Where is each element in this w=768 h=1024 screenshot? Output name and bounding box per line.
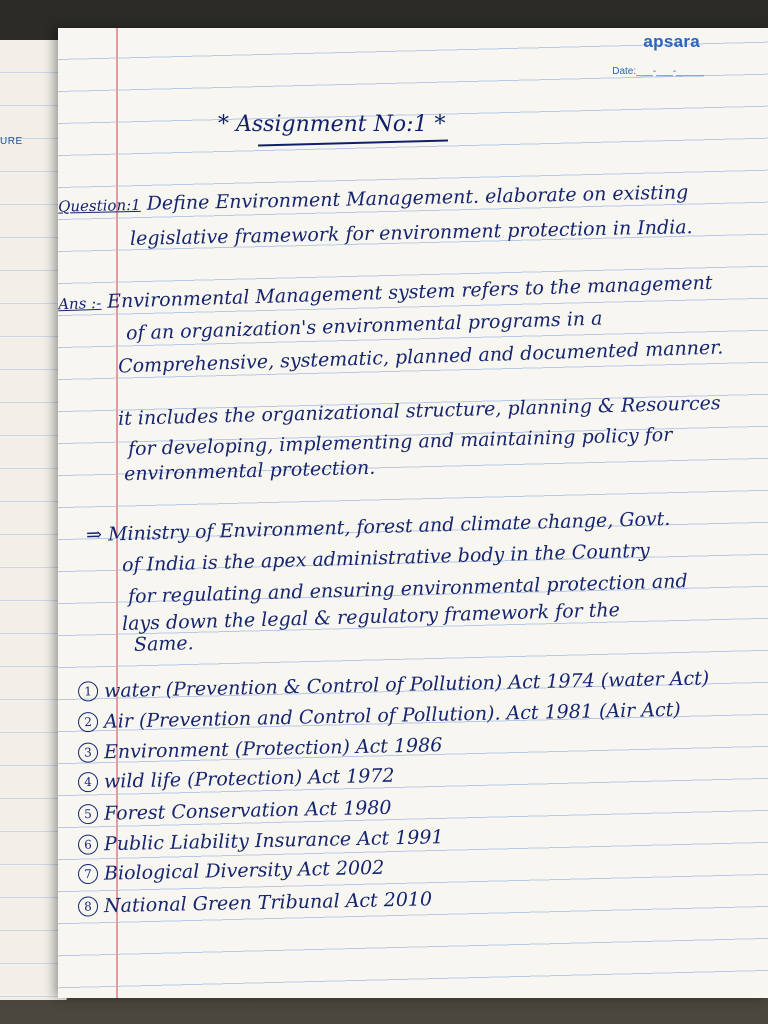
list-item: [78, 734, 443, 764]
para3-text-1: Ministry of Environment, forest and climate change, Govt.: [107, 507, 671, 546]
answer-label: Ans :-: [58, 293, 102, 314]
list-item: [78, 797, 392, 826]
question-text-1: Define Environment Management. elaborate on existing: [146, 181, 689, 215]
answer-line-1: [58, 272, 713, 315]
question-line-1: [58, 181, 689, 216]
para3-line-2: of India is the apex administrative body in the Country: [121, 539, 650, 577]
list-text: wild life (Protection) Act 1972: [103, 764, 395, 793]
list-number: 1: [78, 681, 98, 701]
list-text: Air (Prevention and Control of Pollution). Act 1981 (Air Act): [103, 698, 681, 733]
list-number: 2: [78, 712, 98, 732]
left-notebook-page: [0, 40, 67, 1000]
para2-line-2: for developing, implementing and maintaining policy for: [127, 423, 673, 461]
list-item: [78, 667, 710, 702]
para2-line-1: it includes the organizational structure, planning & Resources: [117, 392, 721, 430]
list-number: 4: [78, 772, 98, 792]
list-number: 3: [78, 742, 98, 762]
list-text: Environment (Protection) Act 1986: [103, 734, 443, 764]
answer-line-3: Comprehensive, systematic, planned and documented manner.: [117, 336, 724, 378]
left-page-label: URE: [0, 136, 23, 147]
list-number: 6: [78, 834, 98, 854]
list-number: 5: [78, 804, 98, 824]
list-item: [78, 888, 433, 917]
handwritten-content: [58, 28, 768, 998]
list-item: [78, 765, 395, 794]
list-item: [78, 826, 444, 856]
para3-line-1: [86, 508, 671, 546]
notebook-page: [58, 28, 768, 998]
title-underline: [258, 140, 448, 147]
para3-line-4: lays down the legal & regulatory framework for the: [121, 599, 621, 635]
list-text: Forest Conservation Act 1980: [103, 796, 392, 825]
answer-text-1: Environmental Management system refers to the management: [106, 271, 713, 313]
list-text: Biological Diversity Act 2002: [103, 856, 385, 885]
list-item: [78, 857, 385, 885]
list-text: National Green Tribunal Act 2010: [103, 888, 433, 918]
question-line-2: legislative framework for environment protection in India.: [129, 216, 693, 250]
brand-logo: apsara: [643, 32, 700, 51]
list-number: 7: [78, 864, 98, 884]
date-field: Date:___-___-_____: [612, 66, 704, 77]
list-number: 8: [78, 896, 98, 916]
arrow-marker: ⇒: [85, 523, 103, 547]
answer-line-2: of an organization's environmental programs in a: [125, 307, 603, 345]
para3-line-3: for regulating and ensuring environmental protection and: [127, 570, 688, 608]
list-item: [78, 699, 681, 734]
assignment-title: * Assignment No:1 *: [218, 112, 446, 137]
para2-line-3: environmental protection.: [123, 456, 376, 486]
question-label: Question:1: [58, 195, 141, 216]
para3-line-5: Same.: [133, 632, 194, 656]
list-text: Public Liability Insurance Act 1991: [103, 826, 444, 856]
list-text: water (Prevention & Control of Pollution) Act 1974 (water Act): [103, 667, 710, 703]
